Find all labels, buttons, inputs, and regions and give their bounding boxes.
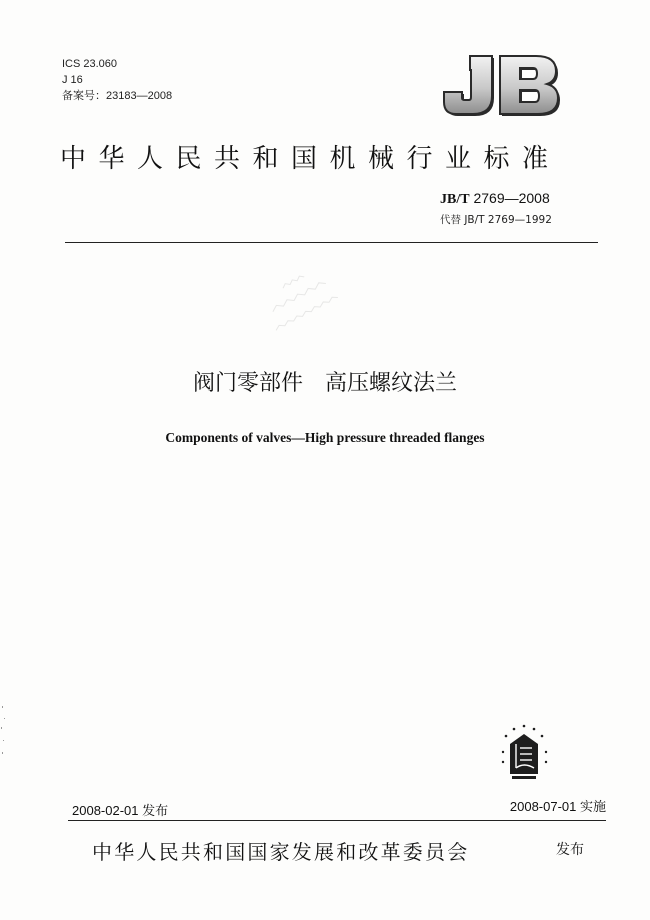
filing-number: 备案号：23183—2008 (62, 90, 173, 102)
header-divider (65, 242, 598, 243)
industry-standard-title: 中华人民共和国机械行业标准 (60, 144, 561, 174)
document-title-english: Components of valves—High pressure threaded flanges (165, 430, 485, 445)
replaces-standard: 代替 JB/T 2769—1992 (440, 214, 552, 226)
issuing-authority: 中华人民共和国国家发展和改革委员会 (92, 840, 470, 864)
standard-prefix: JB/T (440, 192, 470, 207)
standard-number (440, 190, 550, 208)
scan-specks-decoration (0, 700, 8, 760)
issuing-label: 发布 (556, 842, 584, 858)
watermark-stamp-icon (250, 250, 380, 340)
standard-code: 2769—2008 (469, 190, 550, 206)
document-title-chinese: 阀门零部件 高压螺纹法兰 (192, 371, 457, 396)
footer-divider (68, 820, 606, 821)
publisher-emblem-icon (494, 722, 554, 784)
classification-code: J 16 (62, 74, 83, 86)
classification-block (62, 56, 172, 104)
issue-date: 2008-02-01 发布 (72, 803, 169, 818)
jb-logo-icon (440, 52, 562, 118)
ics-code: ICS 23.060 (62, 58, 118, 70)
implementation-date: 2008-07-01 实施 (509, 799, 606, 814)
